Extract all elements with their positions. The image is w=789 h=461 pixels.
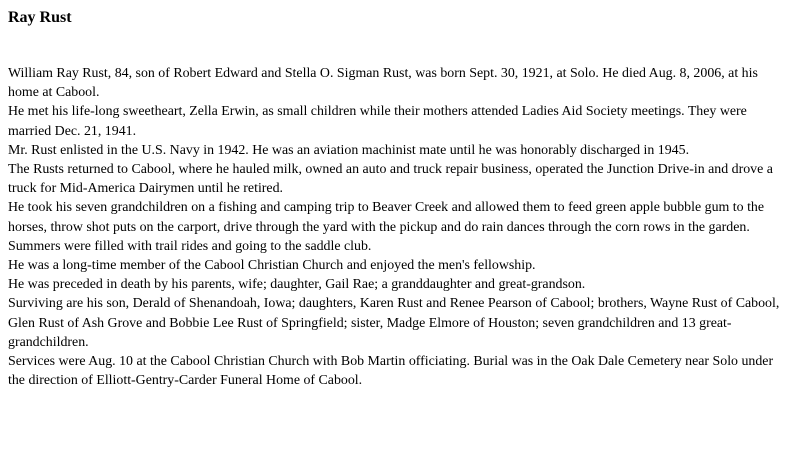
obituary-body <box>8 64 781 390</box>
page-title: Ray Rust <box>8 9 72 26</box>
paragraph-services: Services were Aug. 10 at the Cabool Christian Church with Bob Martin officiating. Burial was in the Oak Dale Cemetery near Solo under the direction of Elliott-Gentry-Carder Funeral Home of Cabool. <box>8 354 774 389</box>
paragraph-grandchildren: He took his seven grandchildren on a fishing and camping trip to Beaver Creek and allowed them to feed green apple bubble gum to the horses, throw shot puts on the carport, drive through the yard with the pickup and do rain dances through the corn rows in the garden. <box>8 200 765 235</box>
paragraph-marriage: He met his life-long sweetheart, Zella Erwin, as small children while their mothers attended Ladies Aid Society meetings. They were married Dec. 21, 1941. <box>8 104 747 139</box>
paragraph-birth-death: William Ray Rust, 84, son of Robert Edward and Stella O. Sigman Rust, was born Sept. 30, 1921, at Solo. He died Aug. 8, 2006, at his home at Cabool. <box>8 66 758 101</box>
paragraph-survivors: Surviving are his son, Derald of Shenandoah, Iowa; daughters, Karen Rust and Renee Pearson of Cabool; brothers, Wayne Rust of Cabool, Glen Rust of Ash Grove and Bobbie Lee Rust of Springfield; sister, Madge Elmore of Houston; seven grandchildren and 13 great-grandchildren. <box>8 296 780 350</box>
paragraph-church: He was a long-time member of the Cabool Christian Church and enjoyed the men's fellowship. <box>8 258 536 274</box>
paragraph-navy: Mr. Rust enlisted in the U.S. Navy in 1942. He was an aviation machinist mate until he was honorably discharged in 1945. <box>8 142 690 158</box>
paragraph-career: The Rusts returned to Cabool, where he hauled milk, owned an auto and truck repair business, operated the Junction Drive-in and drove a truck for Mid-America Dairymen until he retired. <box>8 162 773 197</box>
paragraph-summers: Summers were filled with trail rides and going to the saddle club. <box>8 238 372 254</box>
paragraph-preceded: He was preceded in death by his parents, wife; daughter, Gail Rae; a granddaughter and great-grandson. <box>8 277 586 293</box>
